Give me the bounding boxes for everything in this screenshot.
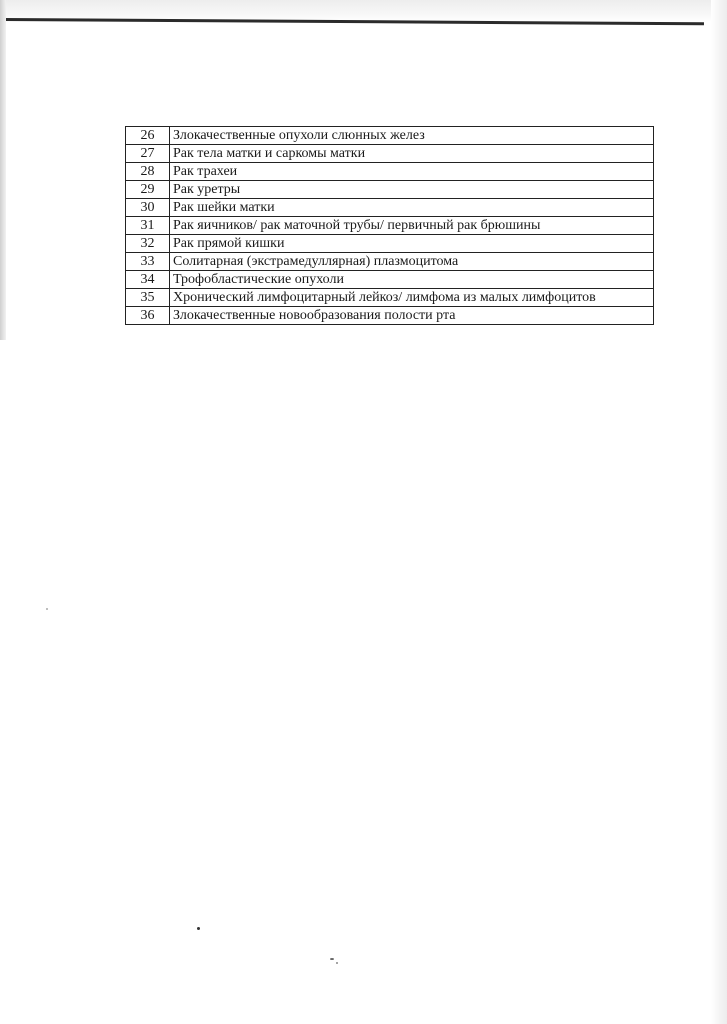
scan-speck (197, 927, 200, 930)
row-number: 31 (126, 217, 170, 235)
row-number: 30 (126, 199, 170, 217)
table-row (126, 307, 654, 325)
table-row (126, 271, 654, 289)
disease-table (125, 126, 654, 325)
scan-speck (46, 608, 48, 610)
row-number: 34 (126, 271, 170, 289)
table-row (126, 235, 654, 253)
table-row (126, 199, 654, 217)
scan-speck (336, 962, 338, 964)
row-number: 32 (126, 235, 170, 253)
scan-right-edge (711, 0, 727, 1024)
disease-name: Рак трахеи (170, 163, 654, 181)
disease-name: Рак прямой кишки (170, 235, 654, 253)
disease-name: Трофобластические опухоли (170, 271, 654, 289)
row-number: 26 (126, 127, 170, 145)
disease-name: Рак шейки матки (170, 199, 654, 217)
disease-name: Злокачественные новообразования полости рта (170, 307, 654, 325)
scan-speck (330, 958, 334, 960)
scan-left-edge (0, 0, 6, 340)
table-row (126, 181, 654, 199)
disease-name: Хронический лимфоцитарный лейкоз/ лимфома из малых лимфоцитов (170, 289, 654, 307)
row-number: 28 (126, 163, 170, 181)
row-number: 33 (126, 253, 170, 271)
disease-name: Солитарная (экстрамедуллярная) плазмоцитома (170, 253, 654, 271)
table-row (126, 163, 654, 181)
table-row (126, 145, 654, 163)
table-row (126, 127, 654, 145)
row-number: 36 (126, 307, 170, 325)
disease-name: Рак яичников/ рак маточной трубы/ первичный рак брюшины (170, 217, 654, 235)
table-row (126, 253, 654, 271)
table-row (126, 217, 654, 235)
table-row (126, 289, 654, 307)
disease-name: Рак тела матки и саркомы матки (170, 145, 654, 163)
row-number: 27 (126, 145, 170, 163)
disease-name: Рак уретры (170, 181, 654, 199)
disease-name: Злокачественные опухоли слюнных желез (170, 127, 654, 145)
row-number: 35 (126, 289, 170, 307)
row-number: 29 (126, 181, 170, 199)
